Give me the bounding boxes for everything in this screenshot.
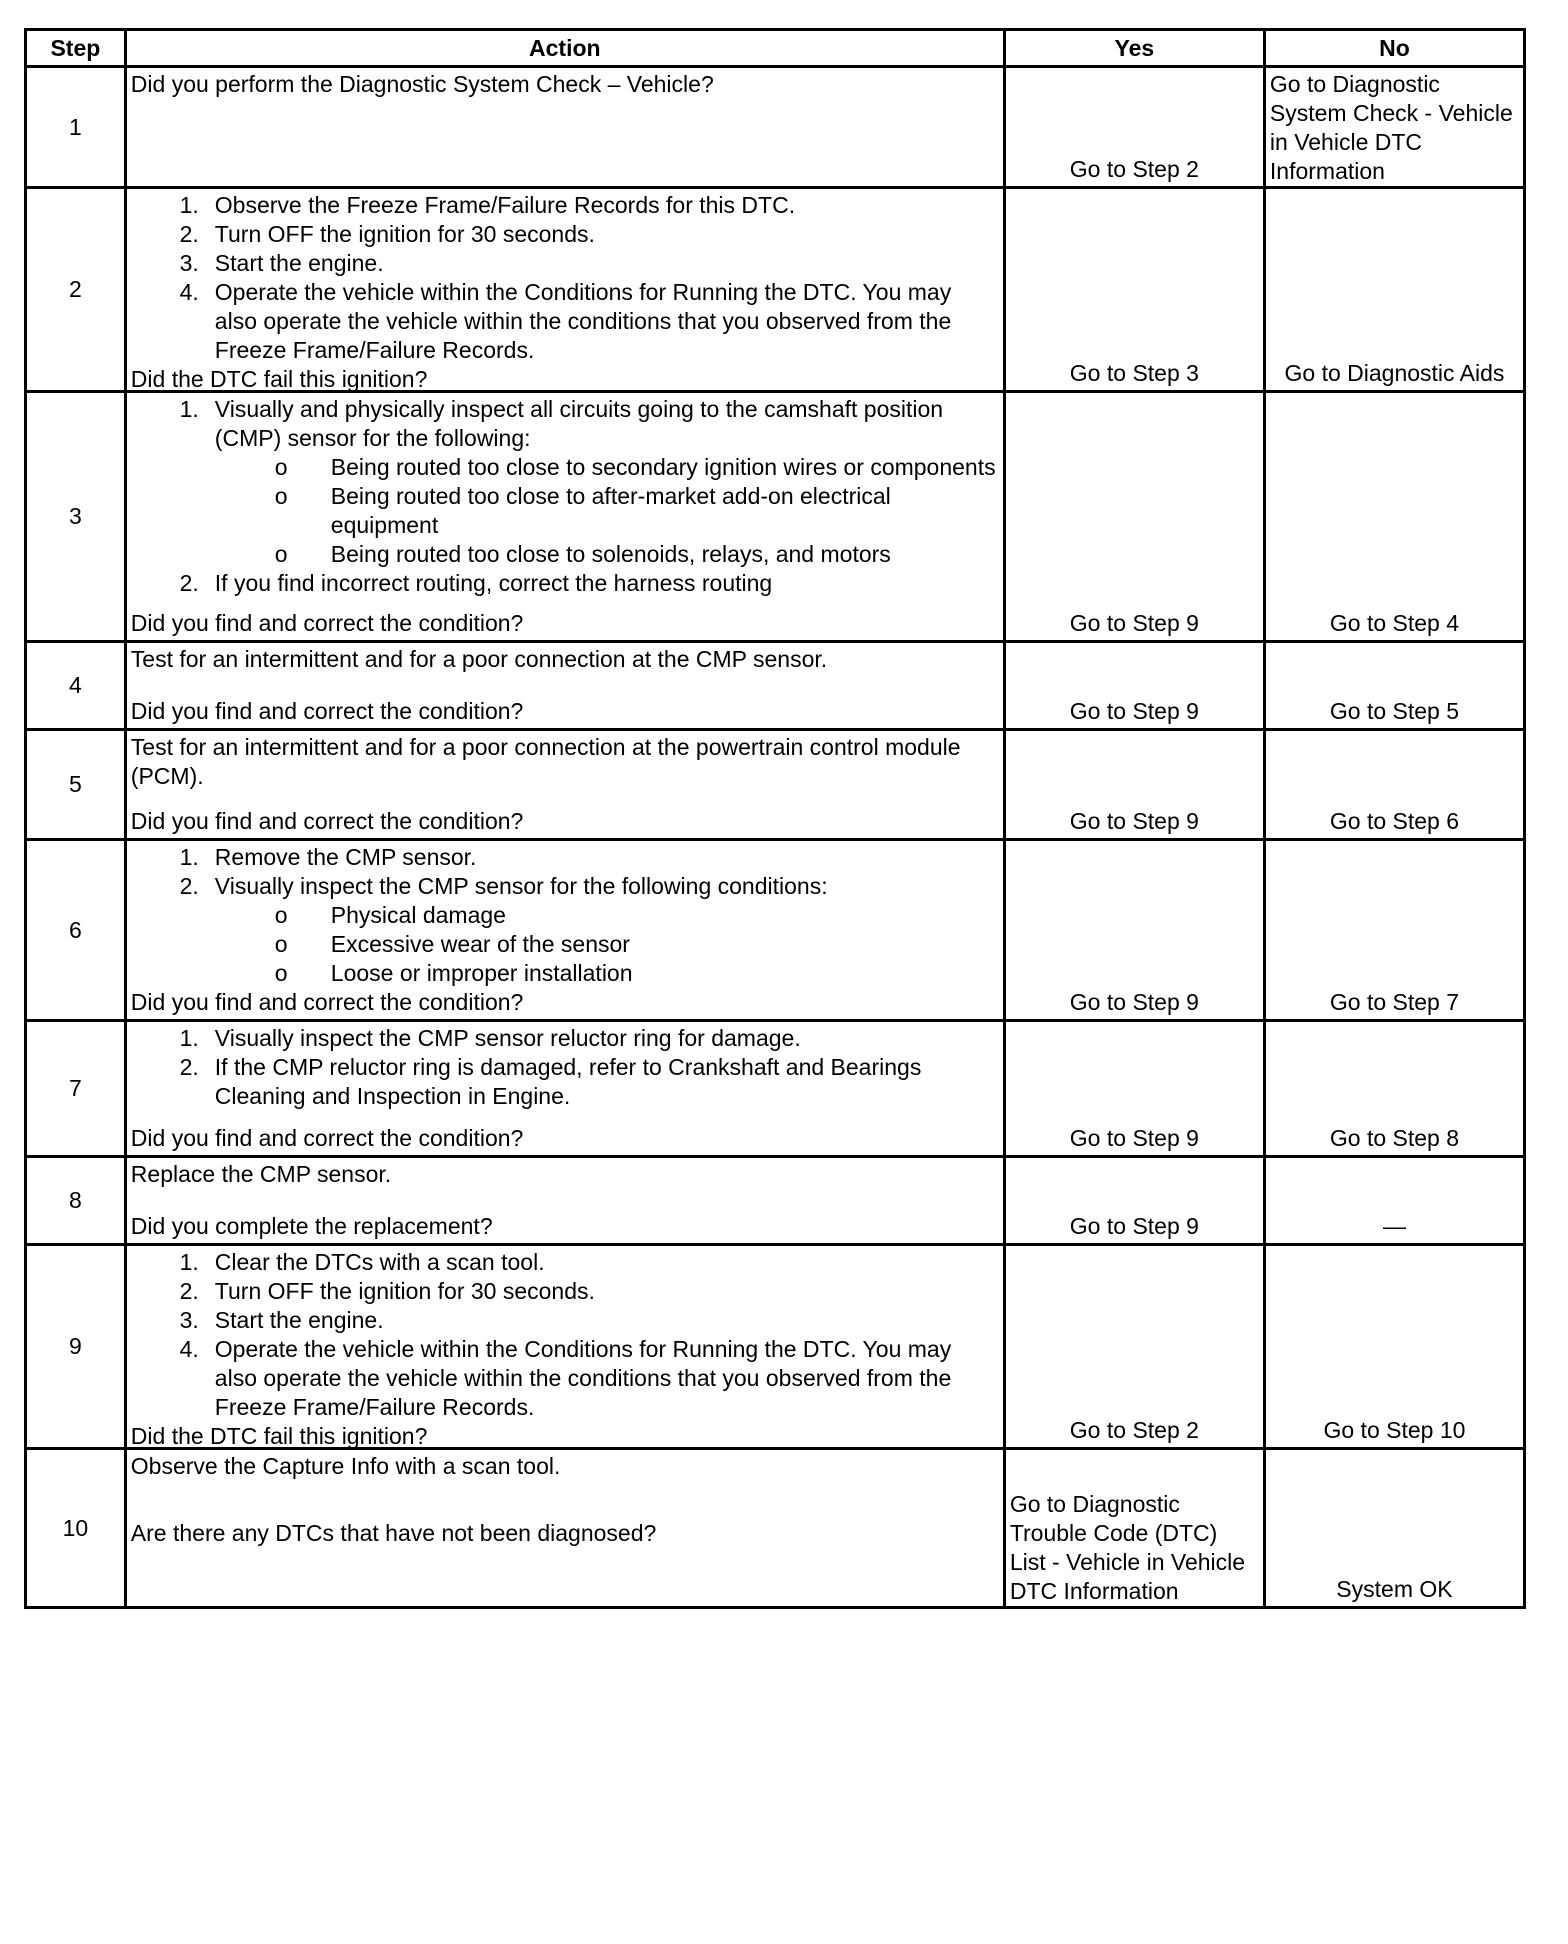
sub-list-item: o Excessive wear of the sensor (274, 931, 630, 957)
table-row (26, 730, 1525, 840)
yes-cell: Go to Step 9 (1004, 642, 1264, 730)
list-item: 3. Start the engine. (179, 250, 384, 276)
table-row (26, 1245, 1525, 1449)
header-action: Action (125, 30, 1004, 67)
question-text: Are there any DTCs that have not been diagnosed? (130, 1520, 657, 1546)
question-text: Did you complete the replacement? (130, 1213, 493, 1239)
list-item: 2. Turn OFF the ignition for 30 seconds. (179, 221, 595, 247)
list-item: 2. Turn OFF the ignition for 30 seconds. (179, 1278, 595, 1304)
action-text: Observe the Capture Info with a scan tool. (130, 1453, 561, 1479)
list-item: 1. Visually and physically inspect all circuits going to the camshaft position (CMP) sensor for the following: (179, 396, 944, 451)
step-number: 2 (26, 188, 126, 392)
yes-cell: Go to Step 2 (1004, 67, 1264, 188)
yes-cell: Go to Step 9 (1004, 840, 1264, 1021)
action-list (131, 1248, 999, 1422)
sub-list-item: o Physical damage (274, 902, 506, 928)
table-row (26, 67, 1525, 188)
list-item: 2. If the CMP reluctor ring is damaged, refer to Crankshaft and Bearings Cleaning and Inspection in Engine. (179, 1054, 922, 1109)
yes-cell: Go to Step 9 (1004, 730, 1264, 840)
list-item: 1. Remove the CMP sensor. (179, 844, 477, 870)
action-cell (125, 730, 1004, 840)
question-text: Did you find and correct the condition? (130, 1125, 524, 1151)
yes-cell: Go to Step 9 (1004, 1021, 1264, 1157)
no-cell: Go to Diagnostic System Check - Vehicle in Vehicle DTC Information (1264, 67, 1524, 188)
question-text: Did the DTC fail this ignition? (130, 366, 428, 392)
no-cell: Go to Step 6 (1264, 730, 1524, 840)
action-cell (125, 392, 1004, 642)
action-text: Test for an intermittent and for a poor connection at the powertrain control module (PCM). (130, 734, 961, 789)
list-item: 2. Visually inspect the CMP sensor for the following conditions: (179, 873, 828, 899)
yes-cell: Go to Step 9 (1004, 392, 1264, 642)
no-cell: — (1264, 1157, 1524, 1245)
action-cell (125, 1021, 1004, 1157)
table-row (26, 188, 1525, 392)
list-item: 2. If you find incorrect routing, correct the harness routing (179, 570, 773, 596)
step-number: 8 (26, 1157, 126, 1245)
question-text: Did the DTC fail this ignition? (130, 1423, 428, 1449)
action-cell (125, 1157, 1004, 1245)
action-text: Did you perform the Diagnostic System Check – Vehicle? (130, 71, 714, 97)
yes-cell: Go to Step 3 (1004, 188, 1264, 392)
table-row (26, 392, 1525, 642)
no-cell: Go to Step 7 (1264, 840, 1524, 1021)
action-list (131, 843, 999, 988)
question-text: Did you find and correct the condition? (130, 698, 524, 724)
action-cell (125, 1449, 1004, 1608)
step-number: 3 (26, 392, 126, 642)
no-cell: Go to Step 5 (1264, 642, 1524, 730)
step-number: 1 (26, 67, 126, 188)
list-item: 4. Operate the vehicle within the Conditions for Running the DTC. You may also operate the vehicle within the conditions that you observed from the Freeze Frame/Failure Records. (179, 1336, 952, 1420)
table-row (26, 840, 1525, 1021)
question-text: Did you find and correct the condition? (130, 610, 524, 636)
list-item: 1. Observe the Freeze Frame/Failure Records for this DTC. (179, 192, 796, 218)
list-item: 4. Operate the vehicle within the Conditions for Running the DTC. You may also operate the vehicle within the conditions that you observed from the Freeze Frame/Failure Records. (179, 279, 952, 363)
action-cell (125, 840, 1004, 1021)
sub-list (275, 453, 999, 569)
sub-list (275, 901, 999, 988)
sub-list-item: o Being routed too close to after-market add-on electrical equipment (274, 483, 891, 538)
yes-cell: Go to Step 2 (1004, 1245, 1264, 1449)
table-row (26, 1157, 1525, 1245)
step-number: 4 (26, 642, 126, 730)
header-step: Step (26, 30, 126, 67)
table-row (26, 1449, 1525, 1608)
list-item: 1. Visually inspect the CMP sensor reluctor ring for damage. (179, 1025, 801, 1051)
sub-list-item: o Being routed too close to secondary ignition wires or components (274, 454, 996, 480)
question-text: Did you find and correct the condition? (130, 989, 524, 1015)
step-number: 5 (26, 730, 126, 840)
action-list (131, 191, 999, 365)
action-text: Test for an intermittent and for a poor connection at the CMP sensor. (130, 646, 828, 672)
diagnostic-table (24, 28, 1526, 1609)
step-number: 6 (26, 840, 126, 1021)
no-cell: Go to Diagnostic Aids (1264, 188, 1524, 392)
table-row (26, 642, 1525, 730)
no-cell: Go to Step 10 (1264, 1245, 1524, 1449)
header-no: No (1264, 30, 1524, 67)
no-cell: Go to Step 8 (1264, 1021, 1524, 1157)
action-list (131, 395, 999, 598)
action-cell (125, 642, 1004, 730)
yes-cell: Go to Step 9 (1004, 1157, 1264, 1245)
list-item: 3. Start the engine. (179, 1307, 384, 1333)
header-yes: Yes (1004, 30, 1264, 67)
action-cell (125, 67, 1004, 188)
action-cell (125, 1245, 1004, 1449)
question-text: Did you find and correct the condition? (130, 808, 524, 834)
no-cell: Go to Step 4 (1264, 392, 1524, 642)
action-text: Replace the CMP sensor. (130, 1161, 392, 1187)
list-item: 1. Clear the DTCs with a scan tool. (179, 1249, 545, 1275)
yes-cell: Go to Diagnostic Trouble Code (DTC) List - Vehicle in Vehicle DTC Information (1004, 1449, 1264, 1608)
sub-list-item: o Being routed too close to solenoids, relays, and motors (274, 541, 891, 567)
step-number: 10 (26, 1449, 126, 1608)
action-list (131, 1024, 999, 1111)
step-number: 7 (26, 1021, 126, 1157)
sub-list-item: o Loose or improper installation (274, 960, 633, 986)
header-row (26, 30, 1525, 67)
step-number: 9 (26, 1245, 126, 1449)
table-row (26, 1021, 1525, 1157)
action-cell (125, 188, 1004, 392)
no-cell: System OK (1264, 1449, 1524, 1608)
